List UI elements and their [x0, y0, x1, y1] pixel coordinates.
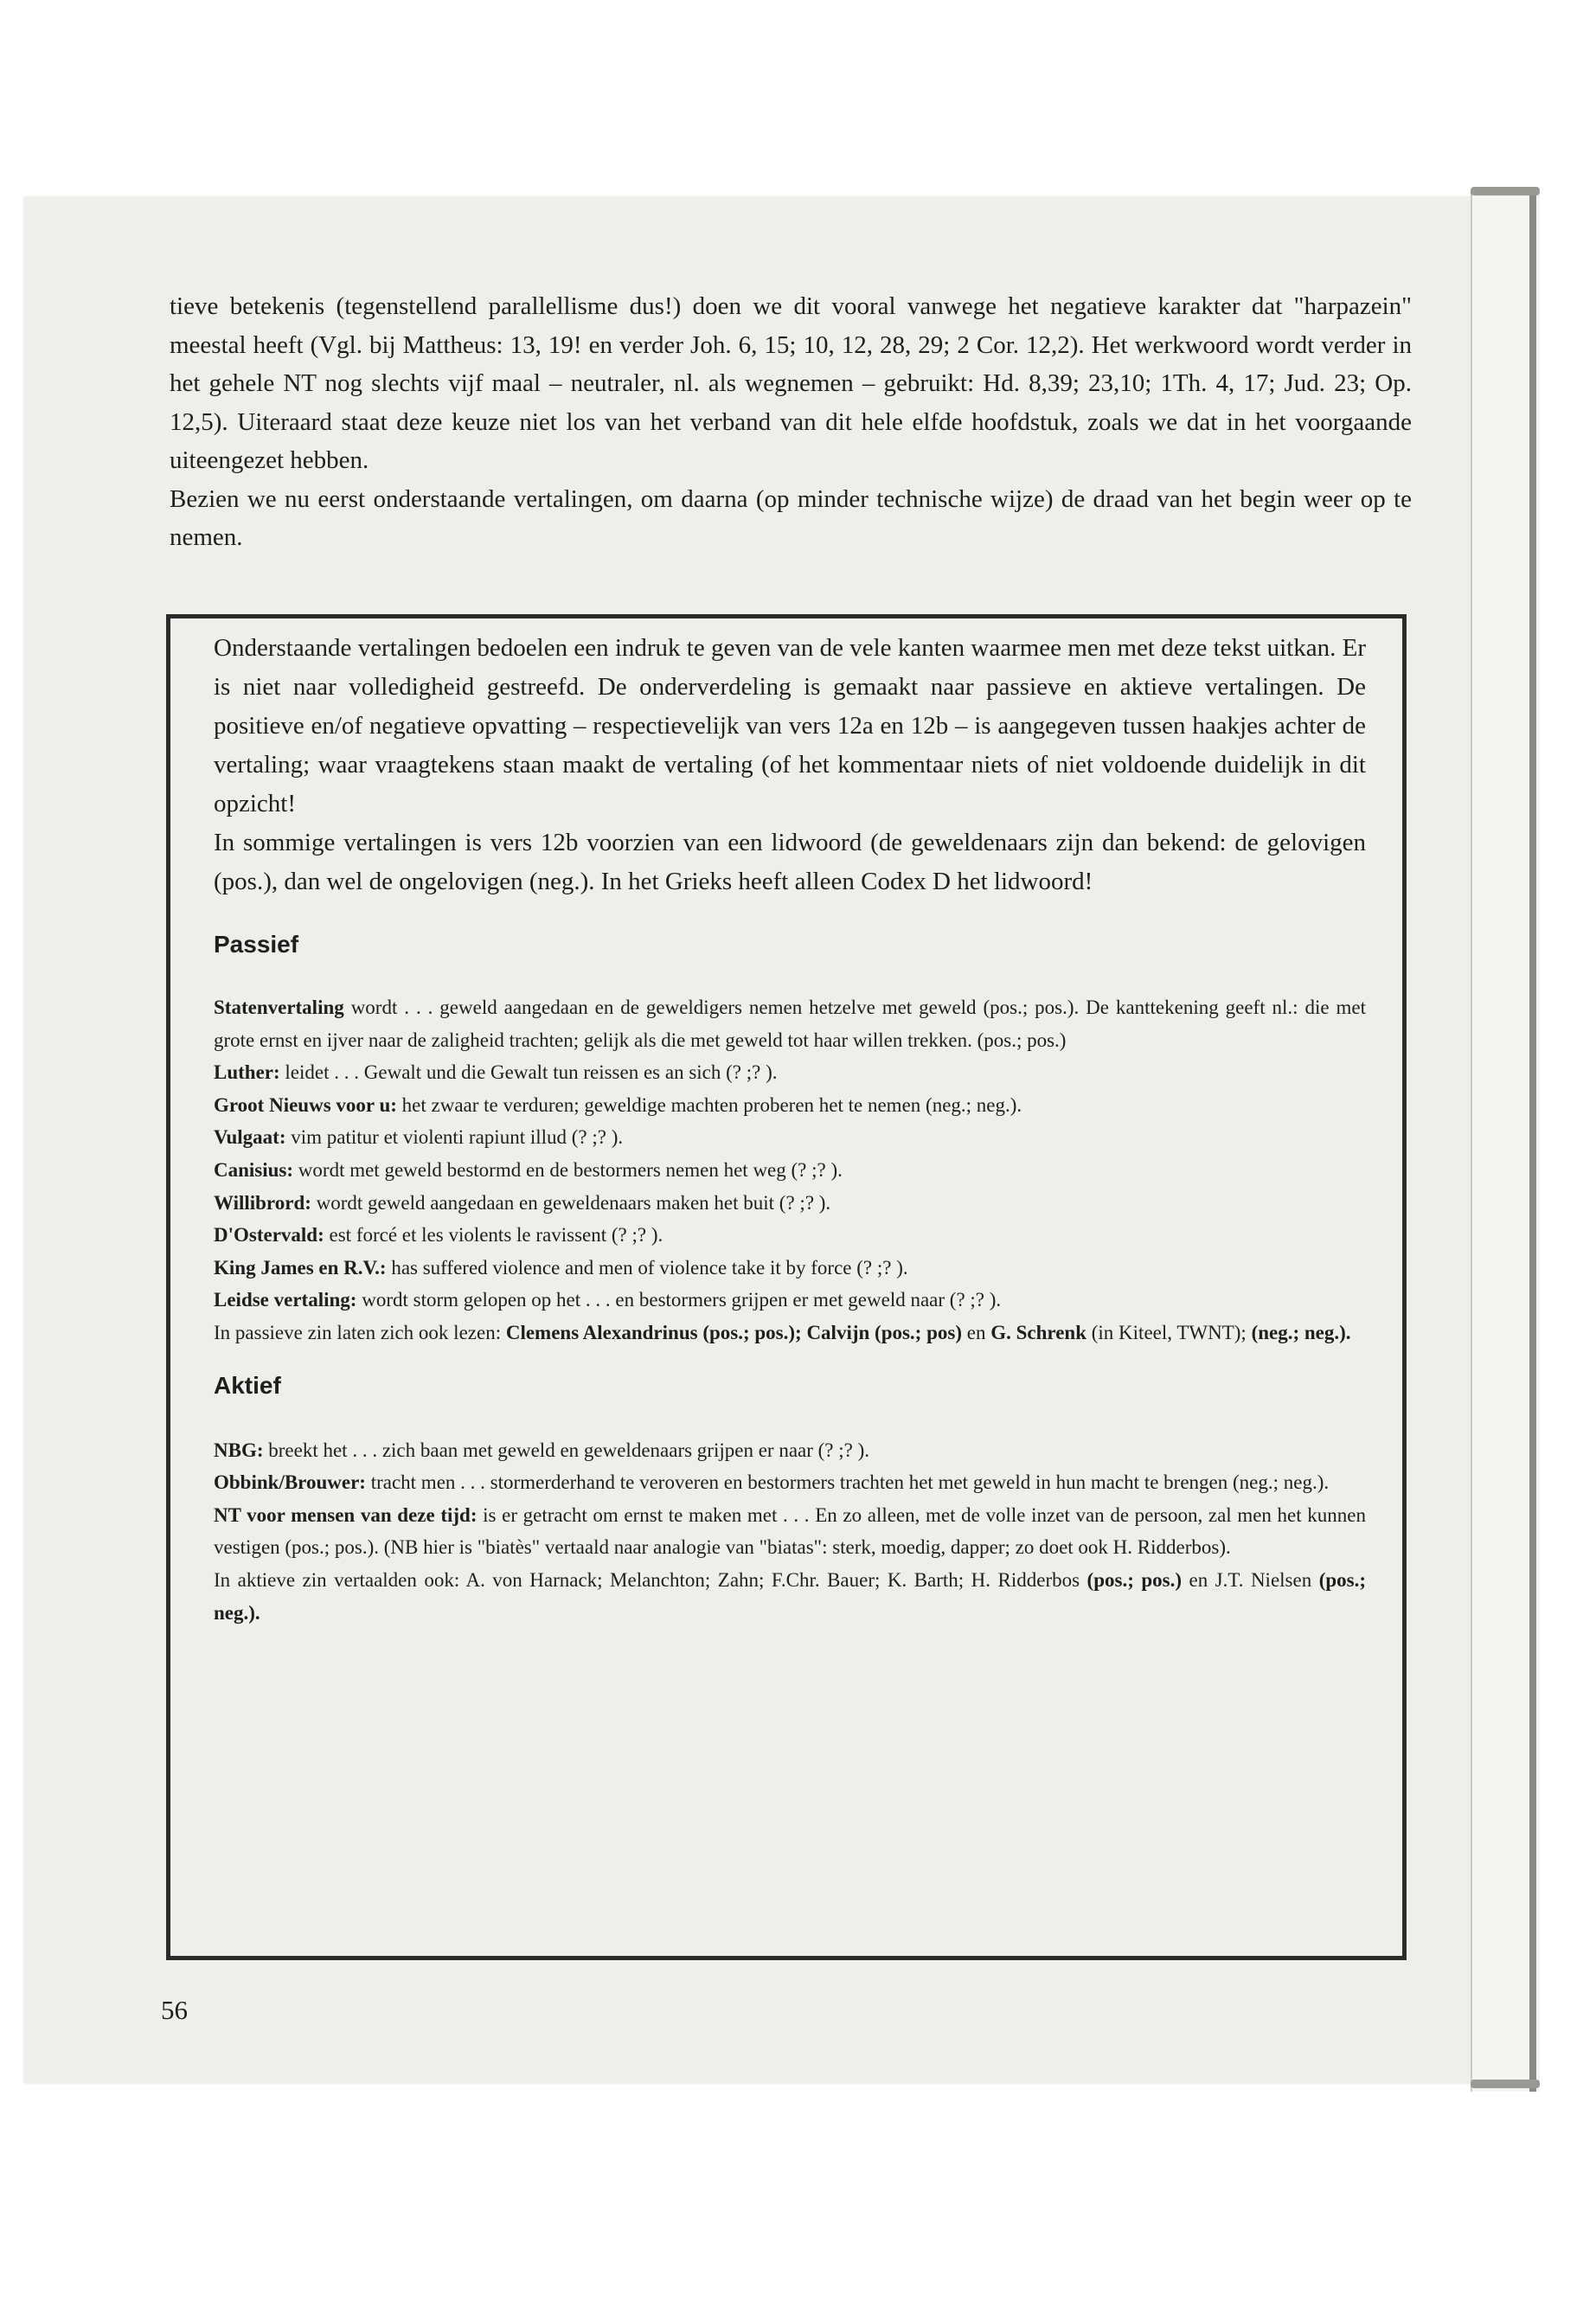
translation-entry: [214, 1121, 1366, 1154]
closing-prefix: In aktieve zin vertaalden ook: A. von Harnack; Melanchton; Zahn; F.Chr. Bauer; K. Barth; H. Ridderbos: [214, 1568, 1087, 1591]
closing-mid: en: [962, 1321, 991, 1343]
page-number: 56: [161, 1995, 188, 2025]
translations-box: [166, 614, 1407, 1960]
entry-label: NT voor mensen van deze tijd:: [214, 1503, 478, 1526]
spine-cap-top: [1471, 187, 1540, 195]
intro-paragraph: tieve betekenis (tegenstellend parallellisme dus!) doen we dit vooral vanwege het negatieve karakter dat "harpazein" meestal heeft (Vgl. bij Mattheus: 13, 19! en verder Joh. 6, 15; 10, 12, 28, 29; 2 Cor. 12,2). Het werkwoord wordt verder in het gehele NT nog slechts vijf maal – neutraler, nl. als wegnemen – gebruikt: Hd. 8,39; 23,10; 1Th. 4, 17; Jud. 23; Op. 12,5). Uiteraard staat deze keuze niet los van het verband van dit hele elfde hoofdstuk, zoals we dat in het voorgaande uiteengezet hebben.: [170, 292, 1412, 474]
entry-label: King James en R.V.:: [214, 1256, 387, 1279]
translation-entry: [214, 1434, 1366, 1467]
entry-text: is er getracht om ernst te maken met . . . En zo alleen, met de volle inzet van de persoon, zal men het kunnen vestigen (pos.; pos.). (NB hier is "biatès" vertaald naar analogie van "biatas": sterk, moedig, dapper; zo doet ook H. Ridderbos).: [214, 1503, 1367, 1559]
entry-text: het zwaar te verduren; geweldige machten proberen het te nemen (neg.; neg.).: [396, 1093, 1022, 1116]
entry-text: has suffered violence and men of violence take it by force (? ;? ).: [386, 1256, 908, 1279]
box-intro: [214, 629, 1366, 901]
translation-entry: [214, 1466, 1366, 1499]
entry-label: Groot Nieuws voor u:: [214, 1093, 397, 1116]
intro-paragraph: Bezien we nu eerst onderstaande vertalingen, om daarna (op minder technische wijze) de draad van het begin weer op te nemen.: [170, 484, 1412, 551]
aktief-closing: [214, 1564, 1366, 1629]
heading-passief: Passief: [214, 931, 299, 958]
entry-text: vim patitur et violenti rapiunt illud (? ;? ).: [285, 1126, 624, 1149]
passief-closing: [214, 1317, 1366, 1349]
entry-label: NBG:: [214, 1439, 264, 1461]
entry-label: Obbink/Brouwer:: [214, 1471, 366, 1494]
translation-entry: [214, 991, 1366, 1056]
intro-text: [170, 287, 1412, 557]
entry-label: Willibrord:: [214, 1191, 311, 1214]
translation-entry: [214, 1187, 1366, 1220]
entry-label: Leidse vertaling:: [214, 1289, 357, 1311]
aktief-list: [214, 1434, 1366, 1630]
entry-text: est forcé et les violents le ravissent (? ;? ).: [324, 1224, 663, 1247]
entry-label: Vulgaat:: [214, 1126, 286, 1149]
entry-text: wordt met geweld bestormd en de bestormers nemen het weg (? ;? ).: [293, 1158, 843, 1181]
translation-entry: [214, 1219, 1366, 1252]
closing-name: G. Schrenk: [990, 1321, 1086, 1343]
closing-mid: en J.T. Nielsen: [1182, 1568, 1319, 1591]
closing-suffix: (neg.; neg.).: [1251, 1321, 1351, 1343]
closing-tag: (pos.; pos.): [1086, 1568, 1182, 1591]
book-spine: [1529, 189, 1536, 2092]
spine-cap-bottom: [1471, 2080, 1540, 2088]
entry-label: Luther:: [214, 1061, 280, 1084]
closing-prefix: In passieve zin laten zich ook lezen:: [214, 1321, 506, 1343]
passief-list: [214, 991, 1366, 1349]
entry-text: wordt storm gelopen op het . . . en bestormers grijpen er met geweld naar (? ;? ).: [356, 1289, 1002, 1311]
closing-names: Clemens Alexandrinus (pos.; pos.); Calvijn (pos.; pos): [505, 1321, 962, 1343]
box-intro-paragraph: Onderstaande vertalingen bedoelen een indruk te geven van de vele kanten waarmee men met deze tekst uitkan. Er is niet naar volledigheid gestreefd. De onderverdeling is gemaakt naar passieve en aktieve vertalingen. De positieve en/of negatieve opvatting – respectievelijk van vers 12a en 12b – is aangegeven tussen haakjes achter de vertaling; waar vraagtekens staan maakt de vertaling (of het kommentaar niets of niet voldoende duidelijk in dit opzicht!: [214, 634, 1366, 817]
translation-entry: [214, 1252, 1366, 1285]
entry-text: tracht men . . . stormerderhand te veroveren en bestormers trachten het met geweld in hun macht te brengen (neg.; neg.).: [365, 1471, 1330, 1494]
translation-entry: [214, 1499, 1366, 1564]
closing-tag: (pos.; neg.).: [214, 1568, 1366, 1624]
translation-entry: [214, 1154, 1366, 1187]
translation-entry: [214, 1089, 1366, 1122]
entry-label: Statenvertaling: [214, 997, 344, 1018]
entry-label: D'Ostervald:: [214, 1224, 324, 1247]
closing-mid: (in Kiteel, TWNT);: [1086, 1321, 1252, 1343]
entry-text: breekt het . . . zich baan met geweld en geweldenaars grijpen er naar (? ;? ).: [263, 1439, 870, 1461]
entry-label: Canisius:: [214, 1158, 294, 1181]
entry-text: leidet . . . Gewalt und die Gewalt tun reissen es an sich (? ;? ).: [279, 1061, 778, 1084]
translation-entry: [214, 1284, 1366, 1317]
heading-aktief: Aktief: [214, 1371, 281, 1399]
entry-text: wordt . . . geweld aangedaan en de geweldigers nemen hetzelve met geweld (pos.; pos.). De kanttekening geeft nl.: die met grote ernst en ijver naar de zaligheid trachten; gelijk als die met geweld tot haar willen trekken. (pos.; pos.): [214, 997, 1366, 1051]
box-intro-paragraph: In sommige vertalingen is vers 12b voorzien van een lidwoord (de geweldenaars zijn dan bekend: de gelovigen (pos.), dan wel de ongelovigen (neg.). In het Grieks heeft alleen Codex D het lidwoord!: [214, 829, 1366, 895]
translation-entry: [214, 1056, 1366, 1089]
entry-text: wordt geweld aangedaan en geweldenaars maken het buit (? ;? ).: [311, 1191, 831, 1214]
